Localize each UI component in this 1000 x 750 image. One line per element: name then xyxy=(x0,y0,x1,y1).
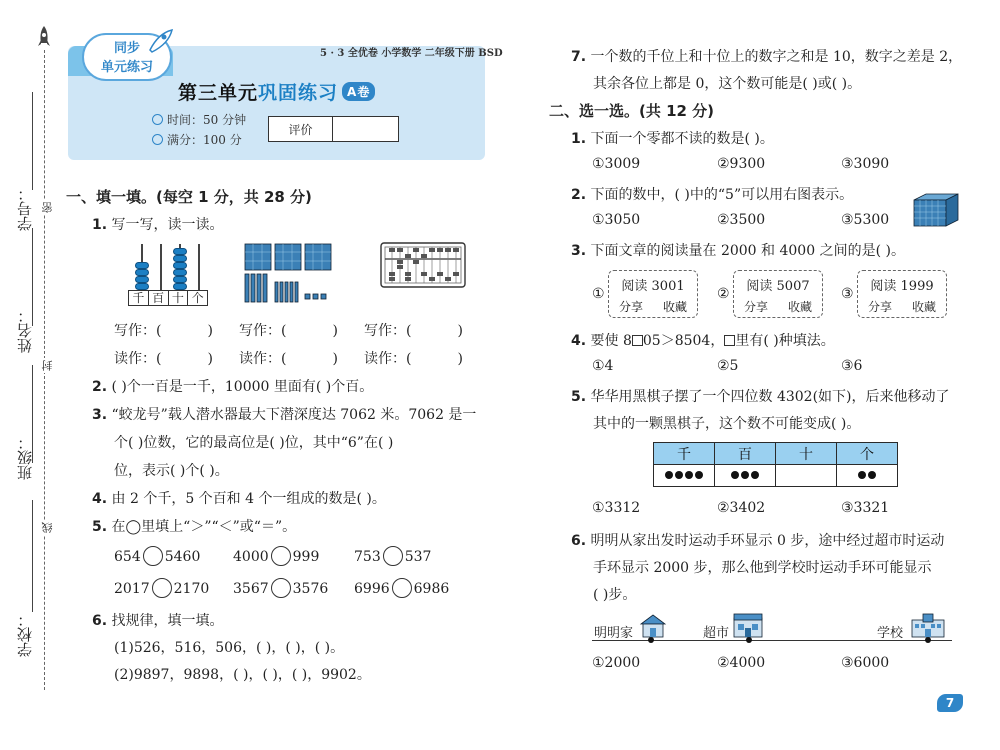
read-label-3: 读作：( xyxy=(364,351,412,367)
time-info xyxy=(152,111,246,128)
c1-option-a[interactable]: ①3009 xyxy=(592,156,641,172)
favorite-icon-label: 收藏 xyxy=(787,300,812,314)
compare-right: 6986 xyxy=(413,581,450,597)
article-card xyxy=(857,270,947,318)
c4-option-a[interactable]: ①4 xyxy=(592,358,614,374)
read-row xyxy=(114,348,213,368)
supermarket-icon xyxy=(732,612,764,638)
c3-label: ② xyxy=(717,286,730,302)
c4-number: 4. xyxy=(571,333,587,349)
favorite-icon-label: 收藏 xyxy=(911,300,936,314)
paren-close: ) xyxy=(332,351,338,367)
evaluation-box xyxy=(268,116,399,142)
compare-right: 3576 xyxy=(292,581,329,597)
share-icon-label: 分享 xyxy=(618,300,643,314)
read-row-3 xyxy=(364,348,463,368)
q3-line3: 位，表示( )个( )。 xyxy=(114,463,229,479)
abacus-label: 个 xyxy=(191,291,204,305)
badge-line1: 同步 xyxy=(113,41,140,56)
school-label: 学校： xyxy=(16,612,34,657)
question-2 xyxy=(92,376,373,396)
bead xyxy=(173,276,187,283)
q6-line1: (1)526，516，506，( )，( )，( )。 xyxy=(114,640,345,656)
title-unit: 第三单元 xyxy=(178,82,259,104)
read-count: 阅读 3001 xyxy=(621,279,685,294)
bead xyxy=(135,276,149,283)
paren-close: ) xyxy=(332,323,338,339)
home-label: 明明家 xyxy=(594,626,634,641)
paren-close: ) xyxy=(207,351,213,367)
supermarket-label: 超市 xyxy=(703,626,730,641)
compare-circle[interactable] xyxy=(383,546,403,566)
question-5 xyxy=(92,516,296,536)
chess-dot xyxy=(741,471,749,479)
c5-number: 5. xyxy=(571,389,587,405)
write-row xyxy=(114,320,213,340)
tens-cell xyxy=(776,465,837,487)
q1-number: 1. xyxy=(92,217,108,233)
chess-dot xyxy=(868,471,876,479)
paren-close: ) xyxy=(457,323,463,339)
share-icon-label: 分享 xyxy=(743,300,768,314)
compare-item xyxy=(233,578,328,598)
title-practice: 巩固练习 xyxy=(258,82,339,104)
c6-number: 6. xyxy=(571,533,587,549)
share-icon-label: 分享 xyxy=(867,300,892,314)
score-text: 满分：100 分 xyxy=(167,133,242,147)
bead xyxy=(173,269,187,276)
eval-label: 评价 xyxy=(269,117,333,141)
read-count: 阅读 5007 xyxy=(746,279,810,294)
c6-option-b[interactable]: ②4000 xyxy=(717,655,766,671)
q1-text: 写一写，读一读。 xyxy=(111,217,224,233)
bead xyxy=(173,283,187,290)
page-number: 7 xyxy=(937,694,963,712)
hundreds-cell xyxy=(715,465,776,487)
abacus-label: 千 xyxy=(129,291,149,305)
c2-text: 下面的数中，( )中的“5”可以用右图表示。 xyxy=(590,187,854,203)
choice-5 xyxy=(571,386,950,406)
compare-right: 2170 xyxy=(173,581,210,597)
series-text: 5 · 3 全优卷 小学数学 二年级下册 BSD xyxy=(320,48,503,59)
compare-item xyxy=(233,546,319,566)
c2-option-a[interactable]: ①3050 xyxy=(592,212,641,228)
choice-1 xyxy=(571,128,774,148)
abacus-figure xyxy=(128,240,210,306)
c5-option-b[interactable]: ②3402 xyxy=(717,500,766,516)
chess-dot xyxy=(665,471,673,479)
thousand-cubes-figure xyxy=(912,184,960,228)
q5-text: 在◯里填上“＞”“＜”或“＝”。 xyxy=(111,519,297,535)
q2-text: ( )个一百是一千，10000 里面有( )个百。 xyxy=(111,379,374,395)
place-head: 千 xyxy=(654,443,715,465)
school-building-icon xyxy=(910,612,946,638)
section-choose: 二、选一选。(共 12 分) xyxy=(549,102,715,120)
write-row-2 xyxy=(239,320,338,340)
c5-line2: 其中的一颗黑棋子，这个数不可能变成( )。 xyxy=(593,416,861,432)
chess-dot xyxy=(685,471,693,479)
compare-left: 4000 xyxy=(233,549,269,565)
compare-circle[interactable] xyxy=(271,546,291,566)
compare-circle[interactable] xyxy=(143,546,163,566)
c4-text-c: 里有( )种填法。 xyxy=(735,333,835,349)
q6-line2: (2)9897，9898，( )，( )，( )，9902。 xyxy=(114,667,371,683)
bead xyxy=(173,262,187,269)
q5-number: 5. xyxy=(92,519,108,535)
c1-number: 1. xyxy=(571,131,587,147)
compare-right: 5460 xyxy=(164,549,201,565)
c1-option-c[interactable]: ③3090 xyxy=(841,156,890,172)
blank-square xyxy=(632,335,643,346)
score-info xyxy=(152,131,242,148)
q7-line1: 一个数的千位上和十位上的数字之和是 10，数字之差是 2， xyxy=(590,49,963,65)
q4-number: 4. xyxy=(92,491,108,507)
c4-option-c[interactable]: ③6 xyxy=(841,358,863,374)
bead xyxy=(173,248,187,255)
c6-line3: ( )步。 xyxy=(593,587,637,603)
compare-circle[interactable] xyxy=(392,578,412,598)
c1-text: 下面一个零都不读的数是( )。 xyxy=(590,131,774,147)
c3-label: ③ xyxy=(841,286,854,302)
c2-option-c[interactable]: ③5300 xyxy=(841,212,890,228)
seal-feng: 封 xyxy=(41,360,54,371)
section-fill-in: 一、填一填。(每空 1 分，共 28 分) xyxy=(66,188,312,206)
bead xyxy=(135,283,149,290)
read-label-2: 读作：( xyxy=(239,351,287,367)
c6-line2: 手环显示 2000 步，那么他到学校时运动手环可能显示 xyxy=(593,560,932,576)
abacus-label: 百 xyxy=(149,291,169,305)
name-label: 姓名： xyxy=(16,308,34,353)
q2-number: 2. xyxy=(92,379,108,395)
check-icon xyxy=(152,134,163,145)
c4-option-b[interactable]: ②5 xyxy=(717,358,739,374)
c2-number: 2. xyxy=(571,187,587,203)
paren-close: ) xyxy=(457,351,463,367)
c4-text-a: 要使 8 xyxy=(590,333,632,349)
c3-text: 下面文章的阅读量在 2000 和 4000 之间的是( )。 xyxy=(590,243,905,259)
place-value-table xyxy=(653,442,898,487)
c5-option-c[interactable]: ③3321 xyxy=(841,500,890,516)
compare-right: 537 xyxy=(404,549,432,565)
c1-option-b[interactable]: ②9300 xyxy=(717,156,766,172)
chess-dot xyxy=(695,471,703,479)
write-label-3: 写作：( xyxy=(364,323,412,339)
c6-option-c[interactable]: ③6000 xyxy=(841,655,890,671)
q7-line2: 其余各位上都是 0，这个数可能是( )或( )。 xyxy=(593,76,862,92)
school-blank xyxy=(32,500,33,612)
q6-text: 找规律，填一填。 xyxy=(111,613,224,629)
place-head: 十 xyxy=(776,443,837,465)
read-count: 阅读 1999 xyxy=(870,279,934,294)
question-1 xyxy=(92,214,224,234)
c6-option-a[interactable]: ①2000 xyxy=(592,655,641,671)
rocket-icon xyxy=(37,26,51,50)
c3-number: 3. xyxy=(571,243,587,259)
school-label: 学校 xyxy=(877,626,904,641)
c4-text-b: 05＞8504， xyxy=(642,333,725,349)
chess-dot xyxy=(858,471,866,479)
page-title xyxy=(178,78,375,105)
rocket-badge-icon xyxy=(146,28,174,54)
q3-line2: 个( )位数，它的最高位是( )位，其中“6”在( ) xyxy=(114,435,394,451)
write-label-1: 写作：( xyxy=(114,323,162,339)
compare-item xyxy=(354,546,431,566)
ones-cell xyxy=(837,465,898,487)
chess-dot xyxy=(751,471,759,479)
compare-item xyxy=(114,578,209,598)
abacus-label: 十 xyxy=(169,291,189,305)
c5-line1: 华华用黑棋子摆了一个四位数 4302(如下)，后来他移动了 xyxy=(590,389,950,405)
blank-square xyxy=(724,335,735,346)
chess-dot xyxy=(731,471,739,479)
compare-item xyxy=(354,578,449,598)
compare-item xyxy=(114,546,200,566)
thousands-cell xyxy=(654,465,715,487)
choice-4 xyxy=(571,330,835,350)
bead xyxy=(135,262,149,269)
c2-option-b[interactable]: ②3500 xyxy=(717,212,766,228)
place-head: 百 xyxy=(715,443,776,465)
q4-text: 由 2 个千，5 个百和 4 个一组成的数是( )。 xyxy=(111,491,386,507)
compare-left: 654 xyxy=(114,549,141,565)
student-no-blank xyxy=(32,92,33,190)
base-ten-blocks-figure xyxy=(243,242,333,304)
question-3 xyxy=(92,404,476,424)
compare-circle[interactable] xyxy=(152,578,172,598)
choice-3 xyxy=(571,240,905,260)
class-blank xyxy=(32,365,33,463)
question-4 xyxy=(92,488,386,508)
place-head: 个 xyxy=(837,443,898,465)
choice-6 xyxy=(571,530,944,550)
article-card xyxy=(608,270,698,318)
compare-left: 753 xyxy=(354,549,381,565)
compare-left: 6996 xyxy=(354,581,390,597)
c3-label: ① xyxy=(592,286,605,302)
chess-dot xyxy=(675,471,683,479)
abacus-rod-hundreds xyxy=(160,244,162,290)
article-card xyxy=(733,270,823,318)
write-row-3 xyxy=(364,320,463,340)
paren-close: ) xyxy=(207,323,213,339)
eval-blank[interactable] xyxy=(333,117,398,141)
student-no-label: 学号： xyxy=(16,186,34,231)
compare-right: 999 xyxy=(292,549,320,565)
c6-line1: 明明从家出发时运动手环显示 0 步，途中经过超市时运动 xyxy=(590,533,945,549)
name-blank xyxy=(32,228,33,326)
q6-number: 6. xyxy=(92,613,108,629)
compare-circle[interactable] xyxy=(271,578,291,598)
compare-left: 2017 xyxy=(114,581,150,597)
question-6 xyxy=(92,610,224,630)
seal-xian: 线 xyxy=(41,522,54,533)
compare-left: 3567 xyxy=(233,581,269,597)
seal-mi: 密 xyxy=(41,202,54,213)
bead xyxy=(135,269,149,276)
q3-number: 3. xyxy=(92,407,108,423)
bead xyxy=(173,255,187,262)
read-label-1: 读作：( xyxy=(114,351,162,367)
clock-icon xyxy=(152,114,163,125)
q7-number: 7. xyxy=(571,49,587,65)
abacus-rod-ones xyxy=(198,244,200,290)
abacus-base xyxy=(128,290,208,306)
favorite-icon-label: 收藏 xyxy=(662,300,687,314)
paper-tag: A卷 xyxy=(342,82,375,101)
q3-line1: “蛟龙号”载人潜水器最大下潜深度达 7062 米。7062 是一 xyxy=(111,407,477,423)
c5-option-a[interactable]: ①3312 xyxy=(592,500,641,516)
badge-line2: 单元练习 xyxy=(100,60,153,75)
choice-2 xyxy=(571,184,853,204)
write-label-2: 写作：( xyxy=(239,323,287,339)
suanpan-figure xyxy=(380,242,466,288)
question-7 xyxy=(571,46,962,66)
house-icon xyxy=(638,612,668,638)
read-row-2 xyxy=(239,348,338,368)
class-label: 班级： xyxy=(16,435,34,480)
time-text: 时间：50 分钟 xyxy=(167,113,247,127)
